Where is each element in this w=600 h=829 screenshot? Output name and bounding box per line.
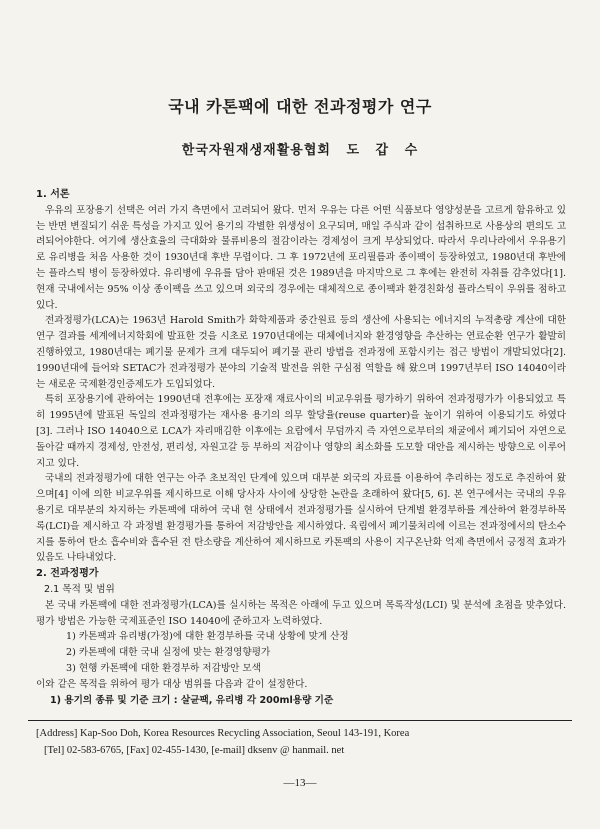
author-contact: [Tel] 02-583-6765, [Fax] 02-455-1430, [e-mail] dksenv @ hanmail. net — [44, 745, 345, 756]
paper-body — [36, 187, 566, 708]
section-heading-lca: 2. 전과정평가 — [36, 568, 99, 580]
author-address: [Address] Kap-Soo Doh, Korea Resources Recycling Association, Seoul 143-191, Korea — [36, 728, 410, 739]
footer-block — [36, 725, 566, 759]
footer-divider — [28, 720, 572, 721]
paragraph: 전과정평가(LCA)는 1963년 Harold Smith가 화학제품과 중간원료 등의 생산에 사용되는 에너지의 누적총량 계산에 대한 연구 결과를 세계에너지학회에 발표한 것을 시초로 1970년대에는 대체에너지와 환경영향을 추산하는 연료순환 연구가 활발히 진행하였고, 1980년대는 폐기물 문제가 크게 대두되어 폐기물 관리 방법을 전과정에 포함시키는 접근 방법이 개발되었다[2]. 1990년대에 들어와 SETAC가 전과정평가 분야의 기술적 발전을 위한 구심점 역할을 해 왔으며 1997년부터 ISO 14040이라는 새로운 국제환경인증제도가 도입되었다. — [36, 315, 566, 390]
scope-intro: 이와 같은 목적을 위하여 평가 대상 범위를 다음과 같이 설정한다. — [36, 678, 308, 690]
page-number: —13— — [283, 777, 317, 789]
goal-item: 3) 현행 카톤팩에 대한 환경부하 저감방안 모색 — [66, 662, 261, 674]
paragraph: 우유의 포장용기 선택은 여러 가지 측면에서 고려되어 왔다. 먼저 우유는 다른 어떤 식품보다 영양성분을 고르게 함유하고 있는 반면 변질되기 쉬운 특성을 가지고 있어 용기의 각별한 위생성이 요구되며, 매일 주식과 같이 섭취하므로 사용상의 편의도 고려되어야한다. 여기에 생산효율의 극대화와 물류비용의 절감이라는 경제성이 크게 부상되었다. 따라서 우리나라에서 우유용기로 유리병을 처음 사용한 것이 1930년대 후반 무렵이다. 그 후 1972년에 포리필름과 종이팩이 등장하였고, 1980년대 후반에는 플라스틱 병이 등장하였다. 유리병에 우유를 담아 판매된 것은 1989년을 마지막으로 그 후에는 완전히 자취를 감추었다[1]. 현재 국내에서는 95% 이상 종이팩을 쓰고 있으며 외국의 경우에는 대체적으로 종이팩과 환경친화성 플라스틱이 우위를 점하고 있다. — [36, 204, 566, 311]
goal-list — [36, 629, 566, 676]
author-line: 한국자원재생재활용협회 도 갑 수 — [181, 143, 419, 158]
section-heading-introduction: 1. 서론 — [36, 189, 70, 200]
goal-item: 2) 카톤팩에 대한 국내 실정에 맞는 환경영향평가 — [66, 647, 271, 659]
goal-item: 1) 카톤팩과 유리병(가정)에 대한 환경부하를 국내 상황에 맞게 산정 — [66, 631, 349, 643]
paragraph: 국내의 전과정평가에 대한 연구는 아주 초보적인 단계에 있으며 대부분 외국의 자료를 이용하여 추리하는 정도로 추진하여 왔으며[4] 이에 의한 비교우위를 제시하므로 이해 당사자 사이에 상당한 논란을 초래하여 왔다[5, 6]. 본 연구에서는 국내의 우유용기로 대부분의 차지하는 카톤팩에 대하여 국내 현 상태에서 전과정평가를 실시하여 단계별 환경부하를 계산하여 환경부하목록(LCI)을 제시하고 각 과정별 환경평가를 통하여 저감방안을 제시하였다. 육림에서 폐기물처리에 이르는 전과정에서의 탄소수지를 통하여 탄소 흡수비와 흡수된 전 탄소량을 계산하여 제시하므로 카톤팩의 사용이 지구온난화 억제 측면에서 긍정적 효과가 있음도 나타내었다. — [36, 473, 566, 564]
paragraph: 특히 포장용기에 관하여는 1990년대 전후에는 포장재 재료사이의 비교우위를 평가하기 위하여 전과정평가가 이용되었고 특히 1995년에 발표된 독일의 전과정평가는 재사용 용기의 의무 할당율(reuse quarter)을 높이기 위하여 이용되기도 하였다[3]. 그러나 ISO 14040으로 LCA가 자리매김한 이후에는 요람에서 무덤까지 즉 자연으로부터의 채굴에서 폐기되어 자연으로 돌아갈 때까지 경제성, 안전성, 편리성, 자원고갈 등 부하의 저감이나 영향의 최소화를 도모할 대안을 제시하는 방향으로 이루어 지고 있다. — [36, 394, 566, 469]
paragraph: 본 국내 카톤팩에 대한 전과정평가(LCA)를 실시하는 목적은 아래에 두고 있으며 목록작성(LCI) 및 분석에 초점을 맞추었다. 평가 방법은 가능한 국제표준인 ISO 14040에 준하고자 노력하였다. — [36, 599, 566, 627]
subsection-heading: 2.1 목적 및 범위 — [44, 583, 115, 595]
paper-title: 국내 카톤팩에 대한 전과정평가 연구 — [168, 97, 432, 116]
scope-criteria: 1) 용기의 종류 및 기준 크기 : 살균팩, 유리병 각 200ml용량 기준 — [50, 694, 334, 706]
